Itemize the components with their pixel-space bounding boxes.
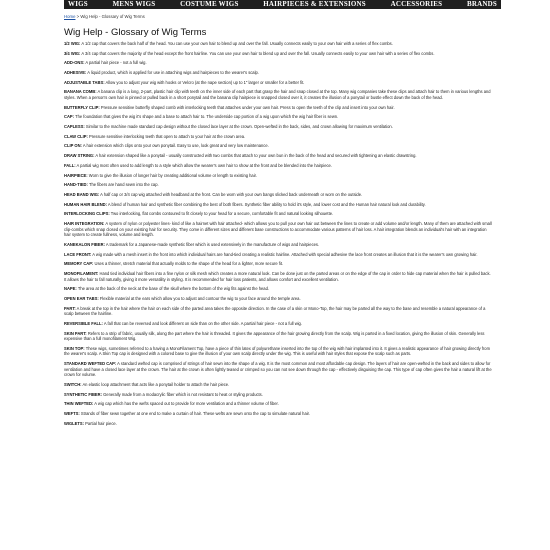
glossary-term: HAIRPIECE: (64, 172, 88, 178)
glossary-term: KANEKALON FIBER: (64, 241, 105, 247)
glossary-definition: A hair extension shaped like a ponytail - usually constructed with two combs that attach to your own bun in the back of the head and secured with tightening an elastic drawstring. (95, 153, 417, 159)
breadcrumb-home-link[interactable]: Home (64, 14, 76, 19)
glossary-definition: An elastic loop attachment that acts like a ponytail holder to attach the hair piece. (82, 381, 230, 387)
glossary-entry (64, 346, 494, 357)
glossary-entry (64, 261, 494, 267)
glossary-list (64, 41, 494, 430)
glossary-definition: A partial wig most often used to add length to a style which allow the wearer's own hair to show at the front and be blended into the hairpiece. (76, 162, 332, 168)
glossary-definition: A fall that can be reversed and look different on side than on the other side. A partial hair piece - not a full wig. (103, 320, 302, 326)
glossary-definition: A partial hair piece - not a full wig. (85, 60, 147, 66)
nav-item-costume-wigs[interactable]: COSTUME WIGS (180, 0, 239, 8)
glossary-entry (64, 411, 494, 417)
glossary-entry (64, 296, 494, 302)
glossary-entry (64, 202, 494, 208)
breadcrumb-current: Wig Help - Glossary of Wig Terms (80, 14, 145, 19)
glossary-entry (64, 242, 494, 248)
glossary-term: SYNTHETIC FIBER: (64, 391, 102, 397)
glossary-term: ADHESIVE: (64, 70, 87, 76)
glossary-term: BUTTERFLY CLIP: (64, 104, 100, 110)
glossary-term: INTERLOCKING CLIPS: (64, 211, 110, 217)
glossary-entry (64, 173, 494, 179)
glossary-term: MEMORY CAP: (64, 261, 94, 267)
glossary-term: HAND-TIED: (64, 182, 88, 188)
glossary-entry (64, 252, 494, 258)
glossary-term: LACE FRONT: (64, 251, 92, 257)
glossary-definition: A liquid product, which is applied for use in attaching wigs and hairpieces to the wearer's scalp. (87, 70, 259, 76)
glossary-definition: Strands of fiber sewn together at one end to make a curtain of hair. These wefts are sewn onto the cap to simulate natural hair. (80, 411, 310, 417)
glossary-term: ADJUSTABLE TABS: (64, 79, 105, 85)
nav-item-wigs[interactable]: WIGS (68, 0, 88, 8)
glossary-definition: Two interlocking, flat combs contoured to fit closely to your head for a secure, comfortable fit and natural looking silhouette. (110, 211, 334, 217)
glossary-entry (64, 134, 494, 140)
glossary-term: ADD-ONS: (64, 60, 85, 66)
glossary-definition: The foundation that gives the wig it's shape and a base to attach hair to. The underside cap portion of a wig upon which the wig hair fiber is sewn. (75, 114, 339, 120)
glossary-term: WEFTS: (64, 411, 80, 417)
glossary-term: SWITCH: (64, 381, 82, 387)
glossary-definition: A wig cap which has the wefts spaced out to provide for more ventilation and a thinner volume of fiber. (94, 401, 279, 407)
glossary-entry (64, 143, 494, 149)
glossary-definition: A blend of human hair and synthetic fiber combining the best of both fibers. Synthetic fiber ability to hold it's style, and lower cost and the Human hair natural look and durability. (107, 201, 426, 207)
glossary-definition: Pressure sensitive butterfly shaped comb with interlocking teeth that attaches under your own hair. Press to open the teeth of the clip and insert into your own hair. (100, 104, 395, 110)
glossary-definition: The fibers are hand sewn into the cap. (88, 182, 159, 188)
glossary-entry (64, 114, 494, 120)
glossary-definition: The area at the back of the neck at the base of the skull where the bottom of the wig fits against the head. (77, 286, 269, 292)
glossary-entry (64, 321, 494, 327)
glossary-definition: A wig made with a mesh insert in the front into which individual hairs are hand-tied creating a realistic hairline. Attached with special adhesive the lace front creates an illusion that it is the wearer's own growing hair. (92, 251, 478, 257)
glossary-definition: A banana clip is a long, 2-part, plastic hair clip with teeth on the inner side of each part that grasp the hair and snap closed at the top. Many wig companies take these clips and attach hair to them in various lengths and styles. When a person's own hair is pinned or pulled back in a short ponytail and the banana clip hairpiece is snapped closed over it, it creates the illusion of a ponytail or bustle effect down the back of the head. (64, 89, 491, 101)
glossary-entry (64, 401, 494, 407)
glossary-definition: These wigs, sometimes referred to a having a MonoFilament Top, have a piece of thin latex of polyurethane inserted into the top of the wig with hair implanted into it. It gives a realistic appearance of hair growing directly from the wearer's scalp. A Skin Top cap is designed with a colored base to give the illusion of your own scalp directly under the wig. This is useful with hair styles that expose the scalp such as parts. (64, 345, 490, 357)
glossary-definition: A standard wefted cap is comprised of strings of hair sewn into the shape of a wig. It is the most common and most affordable cap design. The layers of hair are open-wefted in the back and sides to allow for ventilation and have a closed lace layer at the crown. The hair at the crown is often lightly teased or crimped so you can not see down through the cap - effectively disguising the cap. This type of cap often gives the hair a natural lift at the crown for volume. (64, 361, 492, 378)
glossary-definition: A 1/2 cap that covers the back half of the head. You can use your own hair to blend up and over the fall. Usually connects easily to your own hair with a series of flex combs. (81, 41, 393, 46)
glossary-term: REVERSIBLE FALL: (64, 320, 103, 326)
glossary-definition: Refers to a strip of fabric, usually silk, along the part where the hair is threaded. It gives the appearance of the hair growing directly from the scalp. Wig is parted in a fixed location, giving the illusion of skin. Generally less expensive than a full monofilament Wig. (64, 330, 485, 342)
glossary-definition: A system of nylon or polyester lines- kind of like a hairnet with hair attached- which allows you to pull your own hair out between the lines to create or add volume and/or length. Many of them are attached with small clip-combs which snap closed on your existing hair for security. They come in different sizes and different base constructions to accommodate various patterns of hair loss. A hair integration blends an individual's hair with an integration hair system to create fullness, volume and length. (64, 220, 492, 238)
glossary-term: NAPE: (64, 286, 77, 292)
glossary-term: HEAD BAND WIG: (64, 191, 100, 197)
glossary-definition: Allow you to adjust your wig with hooks or Velcro (at the nape section) up to 1" larger or smaller for a better fit. (105, 79, 305, 85)
nav-item-hairpieces-extensions[interactable]: HAIRPIECES & EXTENSIONS (263, 0, 366, 8)
glossary-definition: Hand tied individual hair fibers into a fine nylon or silk mesh which creates a more natural look. Can be done just on the parted areas or on the edge of the cap in order to hide cap material when the hair is pulled back. It allows the hair to fall naturally, giving it more versatility in styling. It is recommended for hair loss patients, and allows comfort and excellent ventilation. (64, 270, 491, 282)
glossary-entry (64, 421, 494, 427)
glossary-entry (64, 105, 494, 111)
glossary-term: HAIR INTEGRATION: (64, 220, 105, 226)
glossary-term: THIN WEFTED: (64, 401, 94, 407)
glossary-entry (64, 382, 494, 388)
glossary-term: DRAW STRING: (64, 153, 95, 159)
glossary-term: OPEN EAR TABS: (64, 295, 99, 301)
glossary-term: FALL: (64, 162, 76, 168)
glossary-entry (64, 163, 494, 169)
glossary-entry (64, 286, 494, 292)
glossary-term: CAP: (64, 114, 75, 120)
glossary-entry (64, 124, 494, 130)
glossary-entry (64, 60, 494, 66)
glossary-definition: Worn to give the illusion of longer hair by creating additional volume or length to existing hair. (88, 172, 257, 178)
glossary-definition: Partial hair piece. (85, 420, 117, 426)
glossary-definition: A 3/4 cap that covers the majority of the head except the front hairline. You can use your own hair to blend up and over the fall. Usually connects easily to your own hair with a series of flex combs. (81, 50, 435, 56)
glossary-entry (64, 70, 494, 76)
glossary-definition: A trademark for a Japanese-made synthetic fiber which is used extensively in the manufacture of wigs and hairpieces. (105, 241, 320, 247)
glossary-entry (64, 271, 494, 282)
glossary-definition: A half cap or 3/4 cap wig attached with headband at the front. Can be worn with your own bangs slicked back underneath or worn on the outside. (100, 191, 363, 197)
glossary-definition: Flexible material at the ears which allow you to adjust and contour the wig to your face around the temple area. (99, 295, 301, 301)
glossary-term: HUMAN HAIR BLEND: (64, 201, 107, 207)
breadcrumb-separator: > (75, 14, 81, 19)
glossary-term: STANDARD WEFTED CAP: (64, 361, 117, 367)
glossary-entry (64, 182, 494, 188)
glossary-term: 3/4 WIG: (64, 50, 81, 56)
glossary-entry (64, 211, 494, 217)
glossary-term: SKIN TOP: (64, 345, 85, 351)
nav-item-mens-wigs[interactable]: MENS WIGS (112, 0, 156, 8)
glossary-term: MONOFILAMENT: (64, 270, 99, 276)
glossary-entry (64, 192, 494, 198)
glossary-entry (64, 221, 494, 238)
glossary-definition: Uses a thinner, stretch material that actually molds to the shape of the head for a lighter, more secure fit. (94, 261, 284, 267)
glossary-term: CAPLESS: (64, 124, 85, 130)
glossary-entry (64, 51, 494, 57)
glossary-entry (64, 306, 494, 317)
glossary-term: PART: (64, 305, 76, 311)
glossary-definition: Similar to the machine made standard cap design without the closed lace layer at the crown. Open-wefted in the back, sides, and crown allowing for maximum ventilation. (85, 124, 393, 130)
glossary-definition: A hair extension which clips onto your own ponytail. Easy to use, look great and very low maintenance. (82, 143, 269, 149)
top-navigation-bar (64, 0, 501, 9)
glossary-term: BANANA COMB: (64, 89, 97, 95)
page-title: Wig Help - Glossary of Wig Terms (64, 27, 207, 38)
glossary-entry (64, 80, 494, 86)
glossary-term: CLIP ON: (64, 143, 82, 149)
glossary-term: 1/2 WIG: (64, 41, 81, 46)
glossary-term: CLAW CLIP: (64, 133, 88, 139)
glossary-term: SKIN PART: (64, 330, 87, 336)
glossary-entry (64, 392, 494, 398)
glossary-entry (64, 41, 494, 47)
glossary-definition: A break at the top in the hair where the hair on each side of the parted area takes the opposite direction. In the case of a skin or Mono-Top, the hair may be parted all the way to the base and resemble a natural appearance of a scalp between the hairline. (64, 305, 486, 317)
glossary-entry (64, 361, 494, 378)
breadcrumb (64, 14, 145, 19)
nav-item-accessories[interactable]: ACCESSORIES (390, 0, 443, 8)
glossary-definition: Pressure sensitive interlocking teeth that open to attach to your hair at the crown area. (89, 133, 246, 139)
glossary-entry (64, 89, 494, 100)
glossary-definition: Generally made from a modacrylic fiber which is not resistant to heat or styling products. (103, 391, 263, 397)
glossary-term: WIGLETS: (64, 420, 85, 426)
nav-item-brands[interactable]: BRANDS (466, 0, 497, 8)
glossary-entry (64, 331, 494, 342)
glossary-entry (64, 153, 494, 159)
